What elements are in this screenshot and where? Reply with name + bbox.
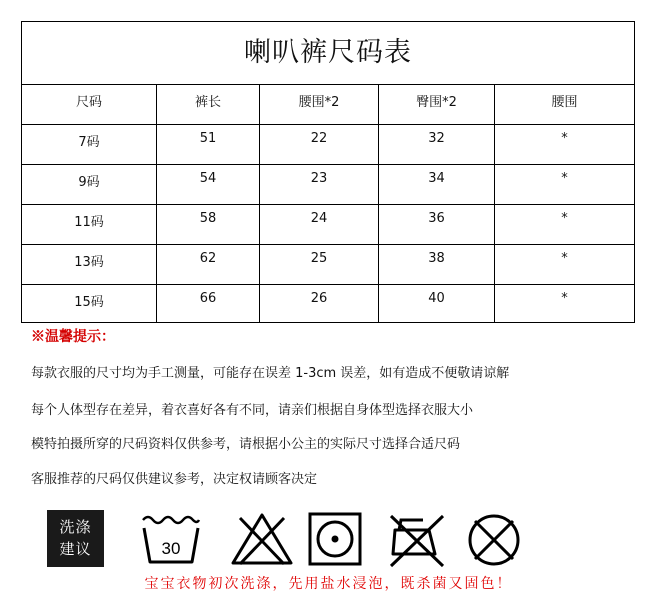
cell-length: 54 bbox=[157, 165, 260, 204]
cell-length: 62 bbox=[157, 245, 260, 284]
table-row bbox=[22, 125, 634, 165]
cell-hip-flat: 40 bbox=[379, 285, 495, 322]
wash-temp-label: 30 bbox=[161, 539, 181, 558]
badge-line-1: 洗涤 bbox=[59, 518, 92, 536]
cell-hip-flat: 36 bbox=[379, 205, 495, 244]
cell-length: 51 bbox=[157, 125, 260, 164]
cell-size: 11码 bbox=[22, 205, 157, 244]
notice-line: 每个人体型存在差异，着衣喜好各有不同，请亲们根据自身体型选择衣服大小 bbox=[31, 403, 474, 418]
cell-waist: * bbox=[561, 211, 568, 226]
wash-30-icon bbox=[140, 512, 202, 566]
size-table bbox=[21, 21, 635, 323]
no-iron-icon bbox=[385, 512, 449, 568]
notice-title: ※温馨提示： bbox=[31, 329, 115, 345]
header-waist: 腰围 bbox=[551, 95, 578, 110]
cell-hip-flat: 38 bbox=[379, 245, 495, 284]
notice-line: 客服推荐的尺码仅供建议参考，决定权请顾客决定 bbox=[31, 472, 318, 487]
cell-length: 66 bbox=[157, 285, 260, 322]
cell-waist: * bbox=[561, 251, 568, 266]
notice-line: 模特拍摄所穿的尺码资料仅供参考，请根据小公主的实际尺寸选择合适尺码 bbox=[31, 437, 461, 452]
cell-size: 9码 bbox=[22, 165, 157, 204]
cell-length: 58 bbox=[157, 205, 260, 244]
notice-line: 每款衣服的尺寸均为手工测量，可能存在误差 1-3cm 误差，如有造成不便敬请谅解 bbox=[31, 366, 510, 381]
cell-waist-flat: 26 bbox=[260, 285, 379, 322]
care-symbols bbox=[47, 510, 607, 568]
care-footer-note: 宝宝衣物初次洗涤，先用盐水浸泡，既杀菌又固色！ bbox=[144, 576, 513, 592]
cell-hip-flat: 34 bbox=[379, 165, 495, 204]
cell-waist: * bbox=[561, 291, 568, 306]
table-title: 喇叭裤尺码表 bbox=[22, 22, 634, 85]
wash-advice-badge bbox=[47, 510, 104, 567]
cell-waist-flat: 25 bbox=[260, 245, 379, 284]
header-size: 尺码 bbox=[22, 85, 157, 124]
table-row bbox=[22, 165, 634, 205]
cell-size: 7码 bbox=[22, 125, 157, 164]
table-header-row bbox=[22, 85, 634, 125]
cell-waist-flat: 23 bbox=[260, 165, 379, 204]
header-length: 裤长 bbox=[157, 85, 260, 124]
cell-size: 13码 bbox=[22, 245, 157, 284]
cell-size: 15码 bbox=[22, 285, 157, 322]
table-row bbox=[22, 245, 634, 285]
cell-waist-flat: 22 bbox=[260, 125, 379, 164]
header-waist-flat: 腰围*2 bbox=[260, 85, 379, 124]
cell-waist: * bbox=[561, 131, 568, 146]
no-bleach-icon bbox=[230, 512, 294, 566]
table-row bbox=[22, 205, 634, 245]
cell-waist-flat: 24 bbox=[260, 205, 379, 244]
tumble-dry-icon bbox=[308, 512, 362, 566]
cell-hip-flat: 32 bbox=[379, 125, 495, 164]
badge-line-2: 建议 bbox=[59, 540, 92, 558]
cell-waist: * bbox=[561, 171, 568, 186]
table-row bbox=[22, 285, 634, 322]
header-hip-flat: 臀围*2 bbox=[379, 85, 495, 124]
no-dry-clean-icon bbox=[465, 512, 523, 568]
